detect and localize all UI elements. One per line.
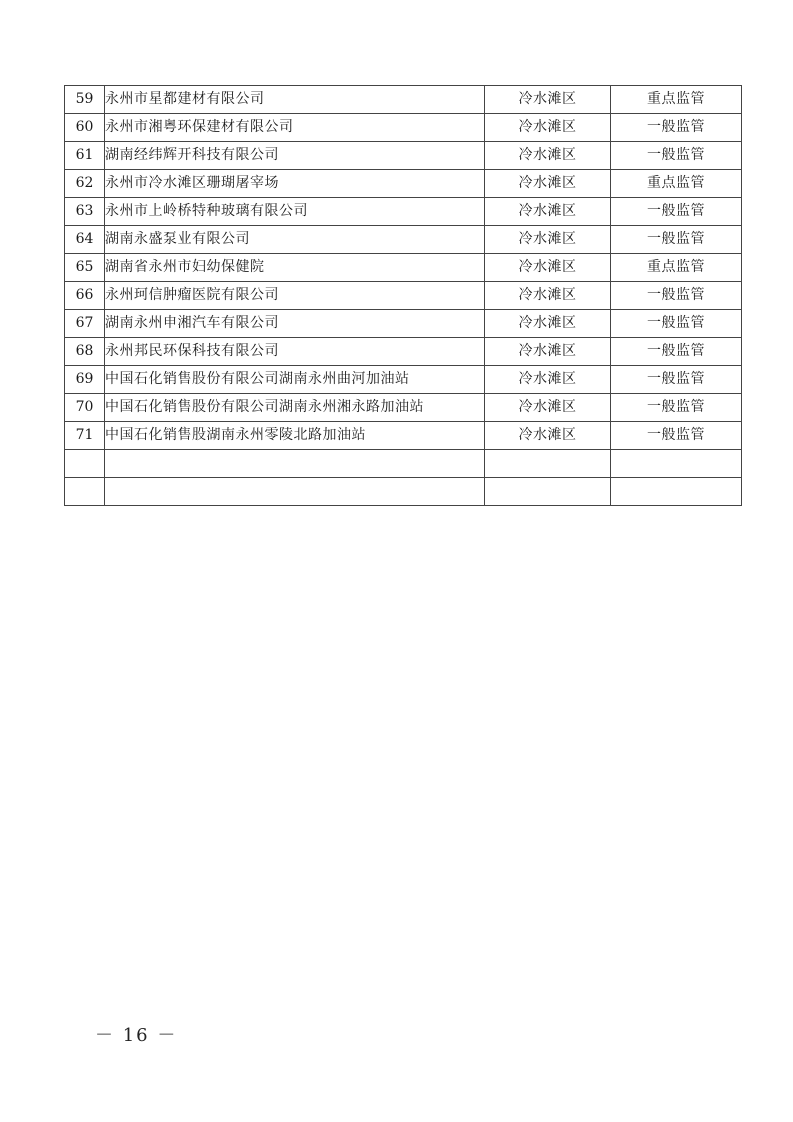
table-row xyxy=(65,170,742,198)
supervision-level-cell xyxy=(611,450,742,478)
district-cell: 冷水滩区 xyxy=(485,170,611,198)
district-cell: 冷水滩区 xyxy=(485,142,611,170)
supervision-level-cell: 重点监管 xyxy=(611,86,742,114)
row-number-cell: 66 xyxy=(65,282,105,310)
row-number-cell xyxy=(65,478,105,506)
row-number-cell xyxy=(65,450,105,478)
table-row xyxy=(65,338,742,366)
district-cell: 冷水滩区 xyxy=(485,198,611,226)
row-number-cell: 70 xyxy=(65,394,105,422)
enterprise-name-cell xyxy=(105,478,485,506)
table-body xyxy=(65,86,742,506)
supervision-level-cell: 一般监管 xyxy=(611,394,742,422)
district-cell: 冷水滩区 xyxy=(485,422,611,450)
district-cell: 冷水滩区 xyxy=(485,226,611,254)
district-cell: 冷水滩区 xyxy=(485,114,611,142)
enterprise-table xyxy=(64,85,742,506)
enterprise-name-cell: 永州邦民环保科技有限公司 xyxy=(105,338,485,366)
supervision-level-cell: 一般监管 xyxy=(611,198,742,226)
supervision-level-cell: 重点监管 xyxy=(611,170,742,198)
enterprise-name-cell: 中国石化销售股份有限公司湖南永州曲河加油站 xyxy=(105,366,485,394)
table-row xyxy=(65,142,742,170)
enterprise-name-cell: 永州市上岭桥特种玻璃有限公司 xyxy=(105,198,485,226)
supervision-level-cell: 一般监管 xyxy=(611,310,742,338)
supervision-level-cell: 一般监管 xyxy=(611,142,742,170)
table-row xyxy=(65,394,742,422)
table-row xyxy=(65,86,742,114)
table-row xyxy=(65,450,742,478)
supervision-level-cell: 一般监管 xyxy=(611,366,742,394)
supervision-level-cell: 一般监管 xyxy=(611,282,742,310)
row-number-cell: 69 xyxy=(65,366,105,394)
table-row xyxy=(65,282,742,310)
supervision-level-cell: 一般监管 xyxy=(611,338,742,366)
enterprise-name-cell: 湖南省永州市妇幼保健院 xyxy=(105,254,485,282)
district-cell: 冷水滩区 xyxy=(485,394,611,422)
table-row xyxy=(65,198,742,226)
enterprise-name-cell: 永州珂信肿瘤医院有限公司 xyxy=(105,282,485,310)
district-cell xyxy=(485,478,611,506)
table-row xyxy=(65,114,742,142)
supervision-level-cell: 一般监管 xyxy=(611,422,742,450)
table-row xyxy=(65,366,742,394)
supervision-level-cell: 一般监管 xyxy=(611,226,742,254)
row-number-cell: 71 xyxy=(65,422,105,450)
supervision-level-cell xyxy=(611,478,742,506)
enterprise-name-cell: 永州市星都建材有限公司 xyxy=(105,86,485,114)
row-number-cell: 60 xyxy=(65,114,105,142)
row-number-cell: 68 xyxy=(65,338,105,366)
table-row xyxy=(65,478,742,506)
row-number-cell: 65 xyxy=(65,254,105,282)
row-number-cell: 64 xyxy=(65,226,105,254)
enterprise-name-cell: 中国石化销售股份有限公司湖南永州湘永路加油站 xyxy=(105,394,485,422)
district-cell: 冷水滩区 xyxy=(485,282,611,310)
district-cell: 冷水滩区 xyxy=(485,310,611,338)
table-row xyxy=(65,226,742,254)
enterprise-name-cell: 湖南经纬辉开科技有限公司 xyxy=(105,142,485,170)
district-cell xyxy=(485,450,611,478)
enterprise-name-cell: 湖南永州申湘汽车有限公司 xyxy=(105,310,485,338)
district-cell: 冷水滩区 xyxy=(485,366,611,394)
row-number-cell: 59 xyxy=(65,86,105,114)
enterprise-name-cell: 中国石化销售股湖南永州零陵北路加油站 xyxy=(105,422,485,450)
row-number-cell: 67 xyxy=(65,310,105,338)
page-number: － 16 － xyxy=(95,1025,178,1046)
district-cell: 冷水滩区 xyxy=(485,86,611,114)
row-number-cell: 63 xyxy=(65,198,105,226)
enterprise-name-cell xyxy=(105,450,485,478)
enterprise-name-cell: 永州市冷水滩区珊瑚屠宰场 xyxy=(105,170,485,198)
table-row xyxy=(65,422,742,450)
enterprise-name-cell: 湖南永盛泵业有限公司 xyxy=(105,226,485,254)
supervision-level-cell: 一般监管 xyxy=(611,114,742,142)
row-number-cell: 61 xyxy=(65,142,105,170)
row-number-cell: 62 xyxy=(65,170,105,198)
supervision-level-cell: 重点监管 xyxy=(611,254,742,282)
table-row xyxy=(65,310,742,338)
district-cell: 冷水滩区 xyxy=(485,338,611,366)
table-row xyxy=(65,254,742,282)
district-cell: 冷水滩区 xyxy=(485,254,611,282)
enterprise-name-cell: 永州市湘粤环保建材有限公司 xyxy=(105,114,485,142)
